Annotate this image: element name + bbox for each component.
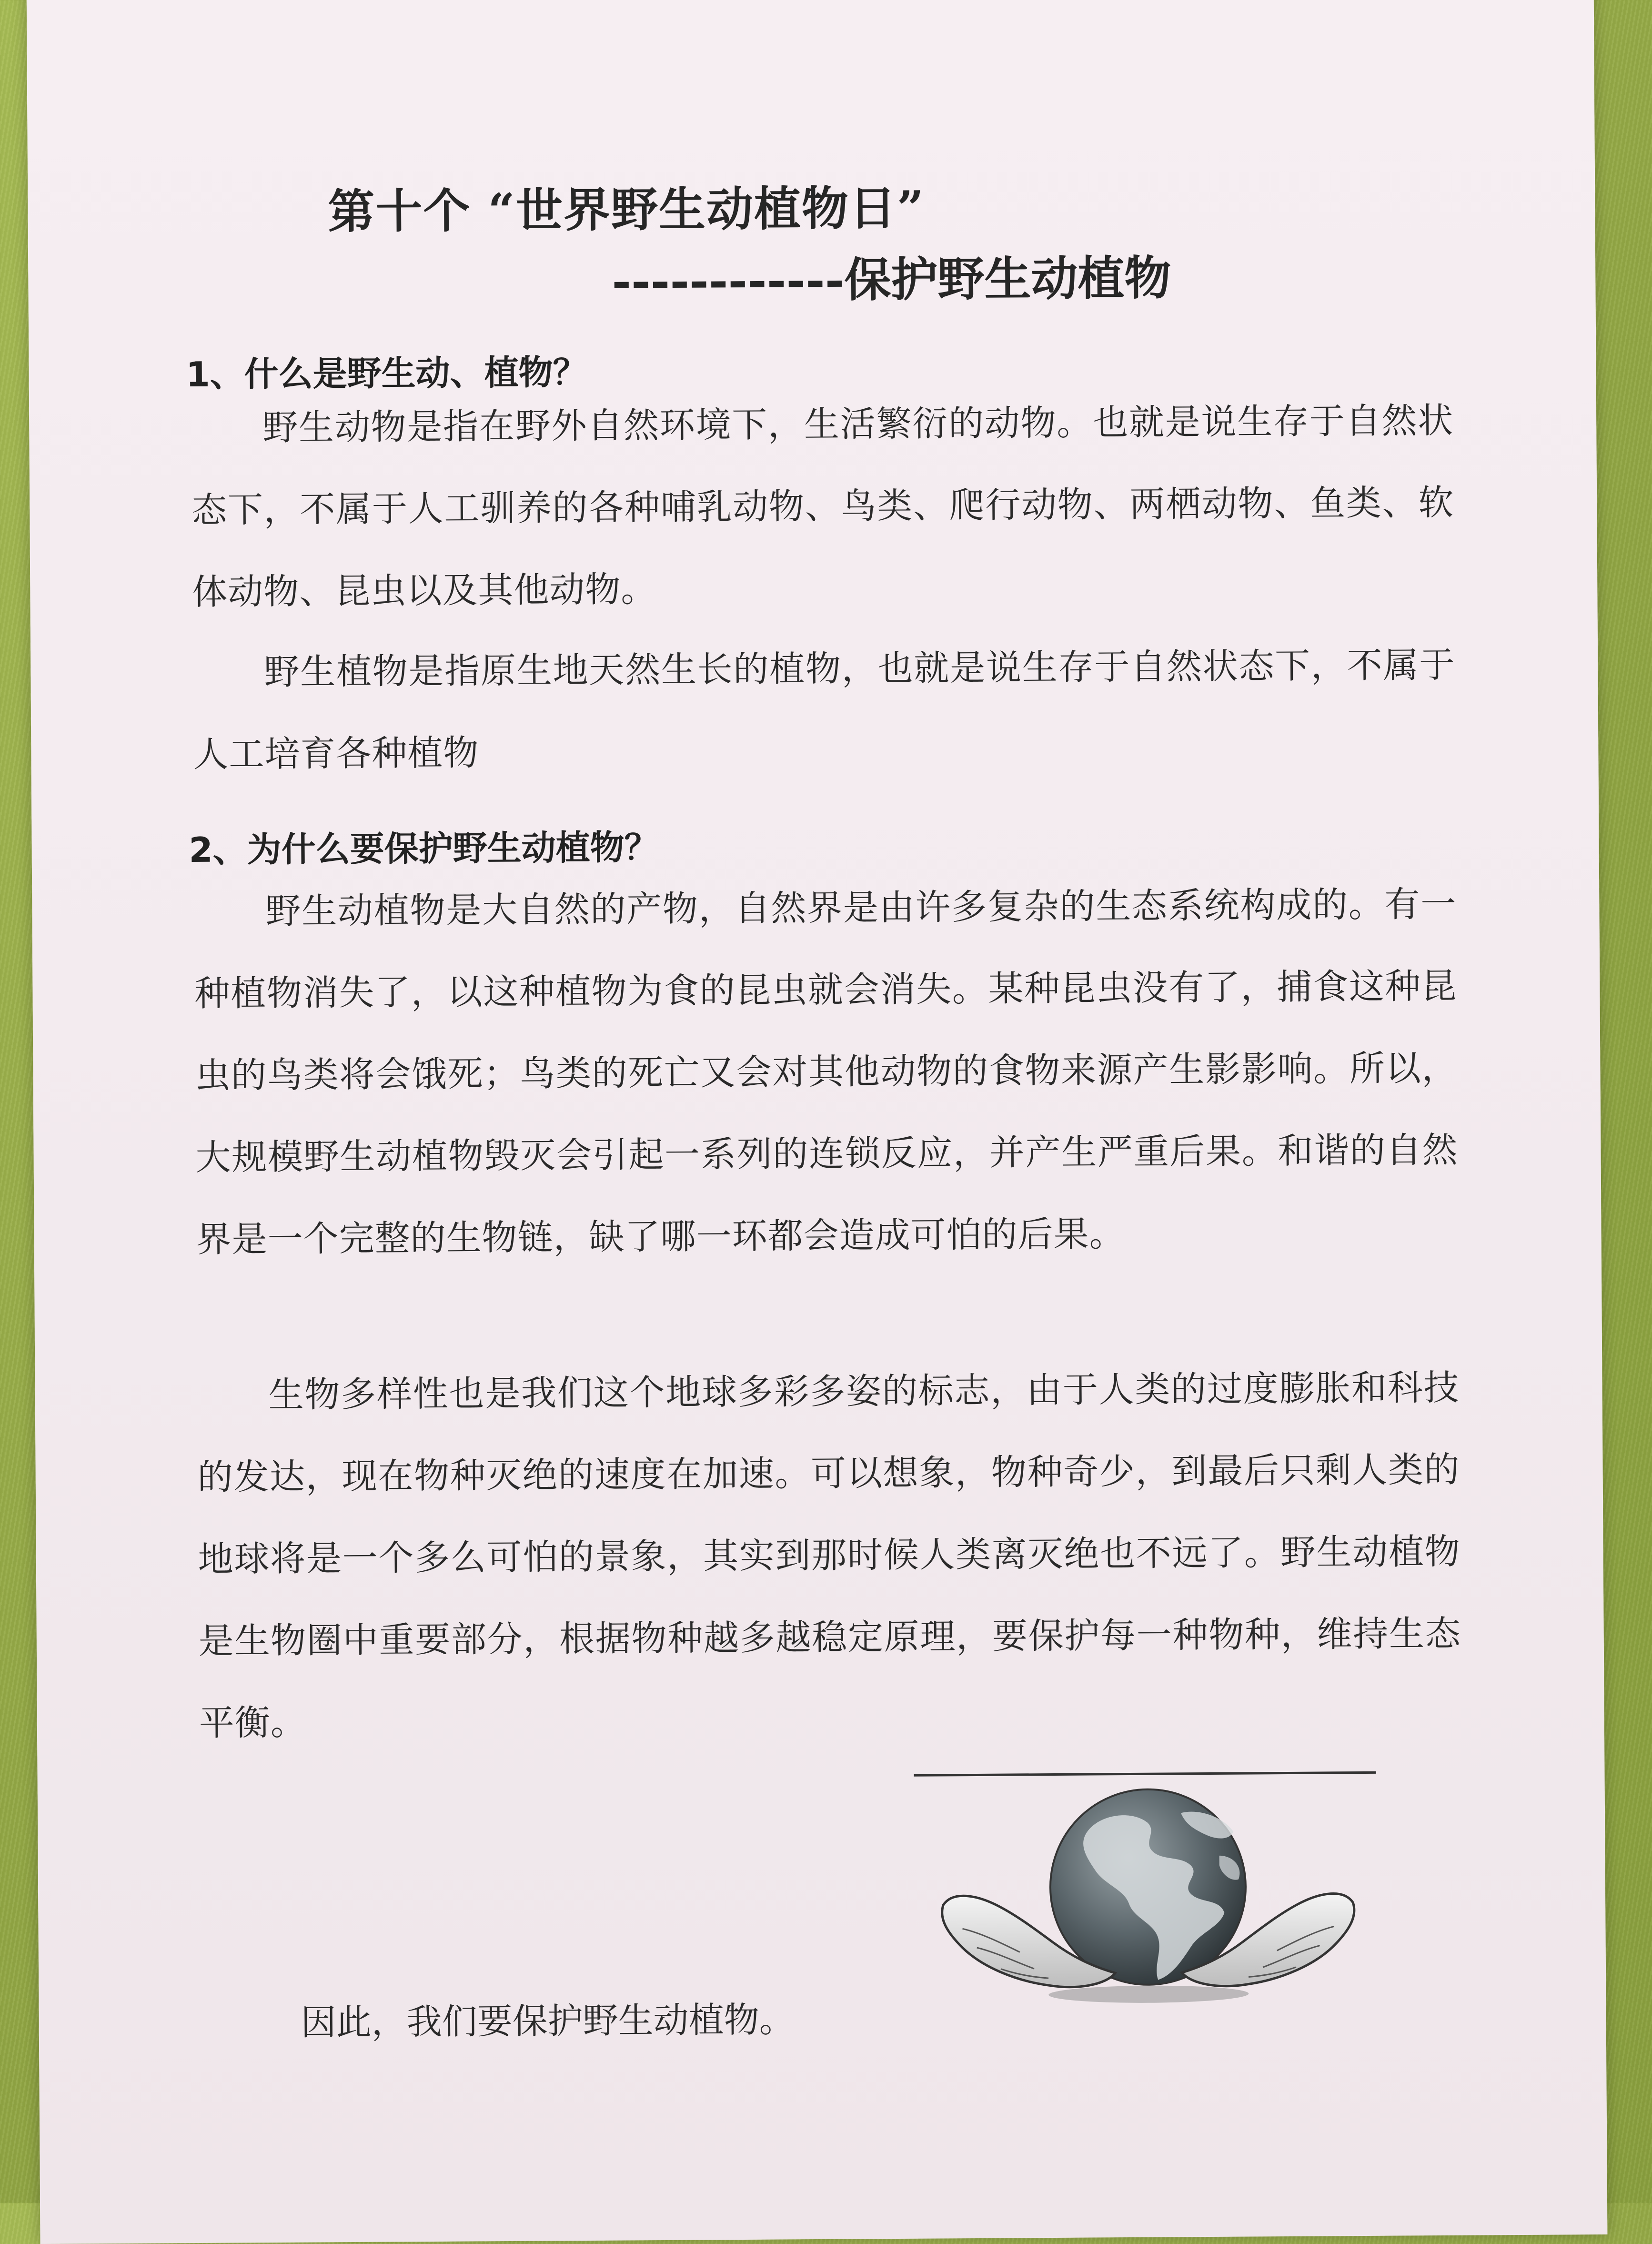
paper-sheet — [27, 0, 1608, 2244]
section-2-heading: 2、为什么要保护野生动植物？ — [189, 827, 659, 870]
section-1-paragraph-wild-animals: 野生动物是指在野外自然环境下，生活繁衍的动物。也就是说生存于自然状态下，不属于人工驯养的各种哺乳动物、鸟类、爬行动物、两栖动物、鱼类、软体动物、昆虫以及其他动物。 — [191, 400, 1454, 613]
section-2-paragraph-food-chain: 野生动植物是大自然的产物，自然界是由许多复杂的生态系统构成的。有一种植物消失了，以这种植物为食的昆虫就会消失。某种昆虫没有了，捕食这种昆虫的鸟类将会饿死；鸟类的死亡又会对其他动物的食物来源产生影影响。所以，大规模野生动植物毁灭会引起一系列的连锁反应，并产生严重后果。和谐的自然界是一个完整的生物链，缺了哪一环都会造成可怕的后果。 — [194, 883, 1458, 1260]
globe-in-hands-icon — [933, 1783, 1363, 2010]
section-1-paragraph-wild-plants: 野生植物是指原生地天然生长的植物，也就是说生存于自然状态下，不属于人工培育各种植物 — [193, 644, 1455, 775]
divider-line — [914, 1771, 1376, 1777]
document-subtitle: ------------保护野生动植物 — [612, 251, 1171, 309]
section-2-paragraph-biodiversity: 生物多样性也是我们这个地球多彩多姿的标志，由于人类的过度膨胀和科技的发达，现在物种灭绝的速度在加速。可以想象，物种奇少，到最后只剩人类的地球将是一个多么可怕的景象，其实到那时候人类离灭绝也不远了。野生动植物是生物圈中重要部分，根据物种越多越稳定原理，要保护每一种物种，维持生态平衡。 — [197, 1367, 1461, 1744]
conclusion-text: 因此，我们要保护野生动植物。 — [301, 1999, 795, 2043]
section-1-heading: 1、什么是野生动、植物？ — [186, 352, 587, 395]
document-title: 第十个 “世界野生动植物日” — [328, 181, 925, 240]
